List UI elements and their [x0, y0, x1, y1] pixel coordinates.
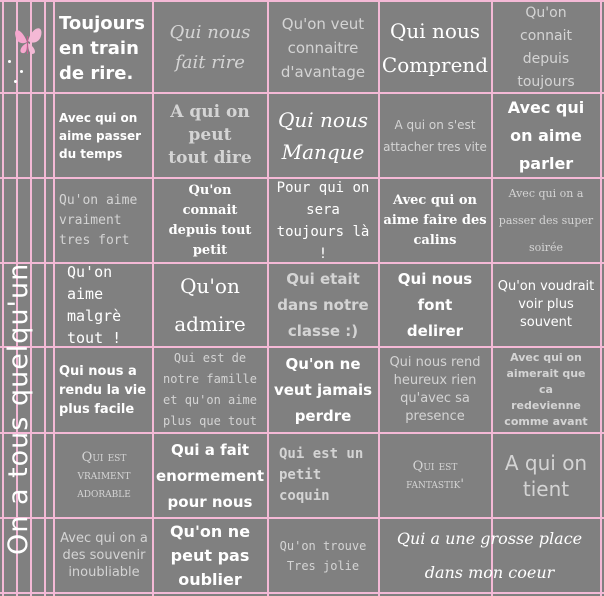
grid-cell: Avec qui on a des souvenir inoubliable [60, 531, 148, 580]
grid-cell: Qu'on trouve Tres jolie [279, 538, 367, 573]
grid-cell: Avec qui on a passer des super soirée [498, 187, 594, 254]
grid-cell: Qu'on connait depuis tout petit [168, 182, 252, 258]
grid-cell: Qui est un petit coquin [279, 446, 364, 504]
grid-cell: Qui etait dans notre classe :) [277, 270, 369, 340]
grid-line [600, 0, 602, 596]
grid-cell: Qui nous Manque [277, 107, 369, 164]
sparkle-icon [14, 80, 17, 83]
grid-cell: Qu'on ne peut pas oublier [169, 521, 251, 589]
grid-cell: Qu'on connait depuis toujours [517, 5, 575, 90]
sparkle-icon [20, 70, 23, 73]
grid-cell: Qui nous Comprend [381, 19, 489, 77]
grid-cell: Qui a une grosse place dans mon coeur [396, 528, 583, 582]
grid-cell: Qu'on aime vraiment tres fort [59, 192, 138, 248]
sparkle-icon [8, 60, 11, 63]
grid-cell: Qu'on veut connaitre d'avantage [280, 15, 366, 81]
grid-cell: Qu'on voudrait voir plus souvent [497, 279, 595, 330]
grid-cell: Avec qui on aimerait que ca redevienne comme avant [504, 351, 588, 428]
grid-line [44, 0, 46, 596]
grid-cell: Toujours en train de rire. [59, 12, 146, 84]
grid-cell: A qui on tient [504, 450, 588, 501]
grid-cell: Qui est de notre famille et qu'on aime plus que tout [163, 351, 257, 428]
grid-cell: Avec qui on aime passer du temps [59, 110, 142, 161]
grid-cell: Qui nous a rendu la vie plus facile [59, 363, 147, 417]
grid-cell: A qui on s'est attacher tres vite [383, 117, 487, 154]
grid-cell: Qui nous rend heureux rien qu'avec sa presence [389, 355, 481, 424]
grid-cell: Qui a fait enormement pour nous [156, 440, 265, 511]
grid-cell: Qui nous font delirer [397, 270, 473, 340]
grid-line [0, 592, 604, 594]
grid-cell: Qu'on aime malgrè tout ! [67, 264, 122, 346]
butterfly-icon [10, 24, 46, 58]
grid-cell: Qu'on ne veut jamais perdre [273, 355, 373, 425]
grid-cell: Qui est fantastik' [406, 458, 464, 492]
grid-cell: Pour qui on sera toujours là ! [276, 179, 370, 262]
grid-line [53, 0, 55, 596]
grid-cell: Qui est vraiment adorable [77, 449, 131, 501]
grid-line [0, 0, 604, 2]
grid-cell: Avec qui on aime parler [507, 97, 585, 173]
sidebar-title: On a tous quelqu'un [3, 262, 34, 555]
grid-cell: Avec qui on aime faire des calins [383, 192, 487, 248]
grid-cell: Qu'on admire [174, 274, 246, 336]
grid-cell: Qui nous fait rire [169, 22, 251, 73]
grid-cell: A qui on peut tout dire [168, 102, 252, 168]
